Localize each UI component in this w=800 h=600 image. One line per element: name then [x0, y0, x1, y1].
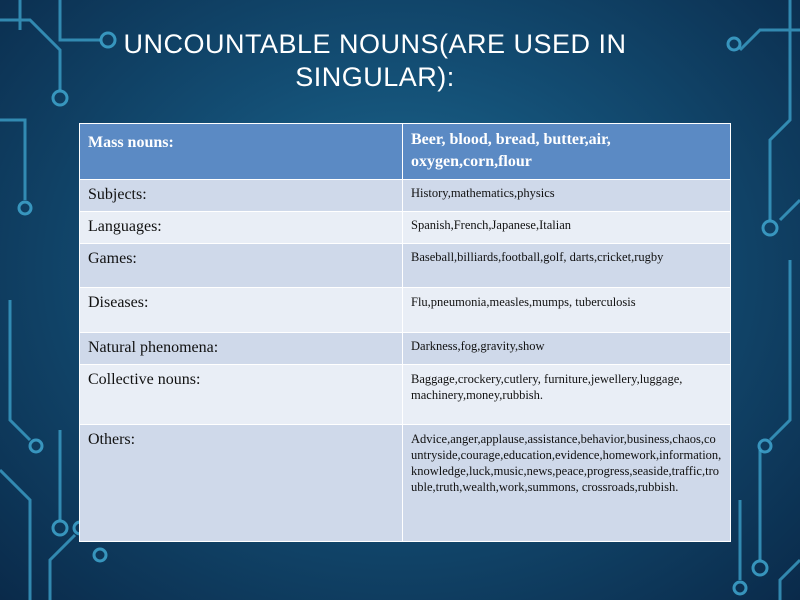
category-cell: Games:: [80, 244, 403, 288]
table-row: [80, 425, 731, 542]
examples-cell: History,mathematics,physics: [403, 180, 731, 212]
examples-cell: Beer, blood, bread, butter,air, oxygen,corn,flour: [403, 124, 731, 180]
examples-cell: Darkness,fog,gravity,show: [403, 333, 731, 365]
examples-cell: Spanish,French,Japanese,Italian: [403, 212, 731, 244]
table-row: [80, 244, 731, 288]
category-cell: Collective nouns:: [80, 365, 403, 425]
category-cell: Others:: [80, 425, 403, 542]
uncountable-nouns-table: [79, 123, 731, 542]
category-cell: Languages:: [80, 212, 403, 244]
table-row: [80, 212, 731, 244]
category-cell: Diseases:: [80, 288, 403, 333]
table-row: [80, 333, 731, 365]
category-cell: Subjects:: [80, 180, 403, 212]
table-row: [80, 365, 731, 425]
examples-cell: Advice,anger,applause,assistance,behavior,business,chaos,countryside,courage,education,evidence,homework,information,knowledge,luck,music,news,peace,progress,seaside,traffic,trouble,truth,wealth,work,summons, crossroads,rubbish.: [403, 425, 731, 542]
table-row: [80, 288, 731, 333]
category-cell: Mass nouns:: [80, 124, 403, 180]
examples-cell: Baseball,billiards,football,golf, darts,cricket,rugby: [403, 244, 731, 288]
slide-title: UNCOUNTABLE NOUNS(ARE USED IN SINGULAR):: [123, 29, 627, 92]
category-cell: Natural phenomena:: [80, 333, 403, 365]
examples-cell: Flu,pneumonia,measles,mumps, tuberculosis: [403, 288, 731, 333]
examples-cell: Baggage,crockery,cutlery, furniture,jewellery,luggage, machinery,money,rubbish.: [403, 365, 731, 425]
table-row: [80, 180, 731, 212]
table-header-row: [80, 124, 731, 180]
